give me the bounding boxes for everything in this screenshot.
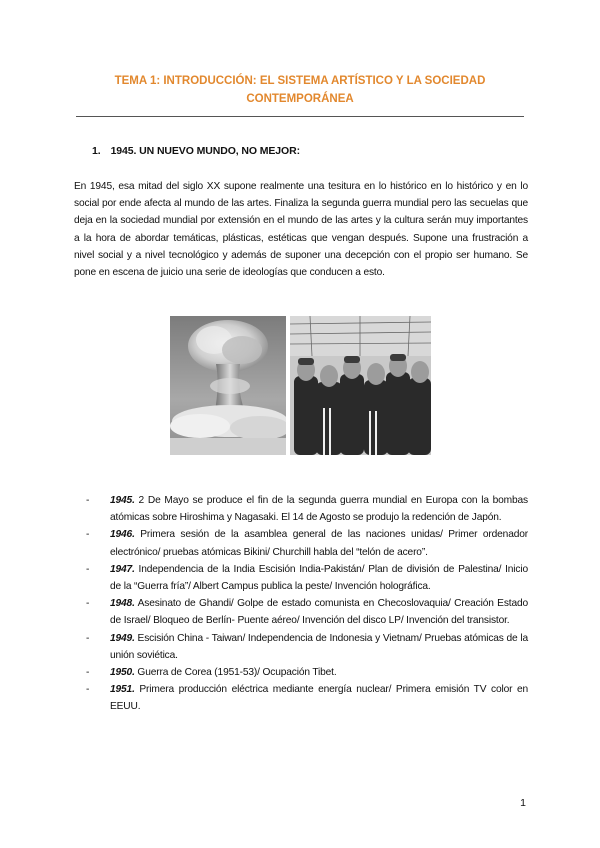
timeline-list bbox=[86, 492, 528, 716]
timeline-year: 1946. bbox=[110, 529, 135, 541]
timeline-text: 2 De Mayo se produce el fin de la segunda guerra mundial en Europa con la bombas atómicas sobre Hiroshima y Nagasaki. El 14 de Agosto se produjo la redención de Japón. bbox=[110, 495, 528, 524]
mushroom-cloud-image bbox=[170, 316, 286, 455]
camp-children-photo bbox=[290, 316, 431, 455]
section-heading bbox=[92, 145, 300, 157]
mushroom-cloud-photo bbox=[170, 316, 286, 455]
timeline-year: 1950. bbox=[110, 667, 135, 679]
timeline-year: 1951. bbox=[110, 684, 135, 696]
timeline-item bbox=[86, 595, 528, 629]
timeline-year: 1949. bbox=[110, 632, 135, 644]
timeline-item bbox=[86, 492, 528, 526]
page-number: 1 bbox=[520, 797, 526, 809]
list-dash: - bbox=[86, 598, 90, 610]
section-heading-text: 1945. UN NUEVO MUNDO, NO MEJOR: bbox=[110, 145, 300, 157]
timeline-year: 1947. bbox=[110, 563, 135, 575]
list-dash: - bbox=[86, 684, 90, 696]
timeline-item bbox=[86, 664, 528, 681]
camp-children-image bbox=[290, 316, 431, 455]
list-dash: - bbox=[86, 632, 90, 644]
timeline-text: Escisión China - Taiwan/ Independencia de Indonesia y Vietnam/ Pruebas atómicas de la unión soviética. bbox=[110, 632, 528, 661]
timeline-year: 1948. bbox=[110, 598, 135, 610]
timeline-text: Asesinato de Ghandi/ Golpe de estado comunista en Checoslovaquia/ Creación Estado de Israel/ Bloqueo de Berlín- Puente aéreo/ Invención del disco LP/ Invención del transistor. bbox=[110, 598, 528, 627]
list-dash: - bbox=[86, 563, 90, 575]
timeline-text: Primera sesión de la asamblea general de las naciones unidas/ Primer ordenador electrónico/ pruebas atómicas Bikini/ Churchill habla del “telón de acero”. bbox=[110, 529, 528, 558]
timeline-year: 1945. bbox=[110, 495, 135, 506]
timeline-item bbox=[86, 526, 528, 560]
timeline-text: Independencia de la India Escisión India-Pakistán/ Plan de división de Palestina/ Inicio de la “Guerra fría”/ Albert Campus publica la peste/ Invención holográfica. bbox=[110, 563, 528, 593]
intro-paragraph: En 1945, esa mitad del siglo XX supone realmente una tesitura en lo histórico en lo histórico y en lo social por ende afecta al mundo de las artes. Finaliza la segunda guerra mundial pero las secuelas que deja en la sociedad mundial por extensión en el mundo de las artes y la cultura serán muy importantes a la hora de abordar temáticas, plásticas, estéticas que vengan después. Supone una frustración a nivel social y a nivel tecnológico y además de suponer una decepción con el propio ser humano. Se pone en escena de juicio una serie de ideologías que conducen a esto. bbox=[74, 181, 528, 279]
timeline-item bbox=[86, 561, 528, 595]
timeline-text: Primera producción eléctrica mediante energía nuclear/ Primera emisión TV color en EEUU. bbox=[110, 684, 528, 713]
list-dash: - bbox=[86, 495, 90, 506]
title-divider bbox=[76, 116, 524, 117]
timeline-text: Guerra de Corea (1951-53)/ Ocupación Tibet. bbox=[134, 667, 337, 679]
section-number: 1. bbox=[92, 145, 101, 157]
list-dash: - bbox=[86, 667, 90, 679]
document-title: TEMA 1: INTRODUCCIÓN: EL SISTEMA ARTÍSTICO Y LA SOCIEDAD CONTEMPORÁNEA bbox=[114, 75, 486, 105]
timeline-item bbox=[86, 681, 528, 715]
list-dash: - bbox=[86, 529, 90, 541]
timeline-item bbox=[86, 630, 528, 664]
